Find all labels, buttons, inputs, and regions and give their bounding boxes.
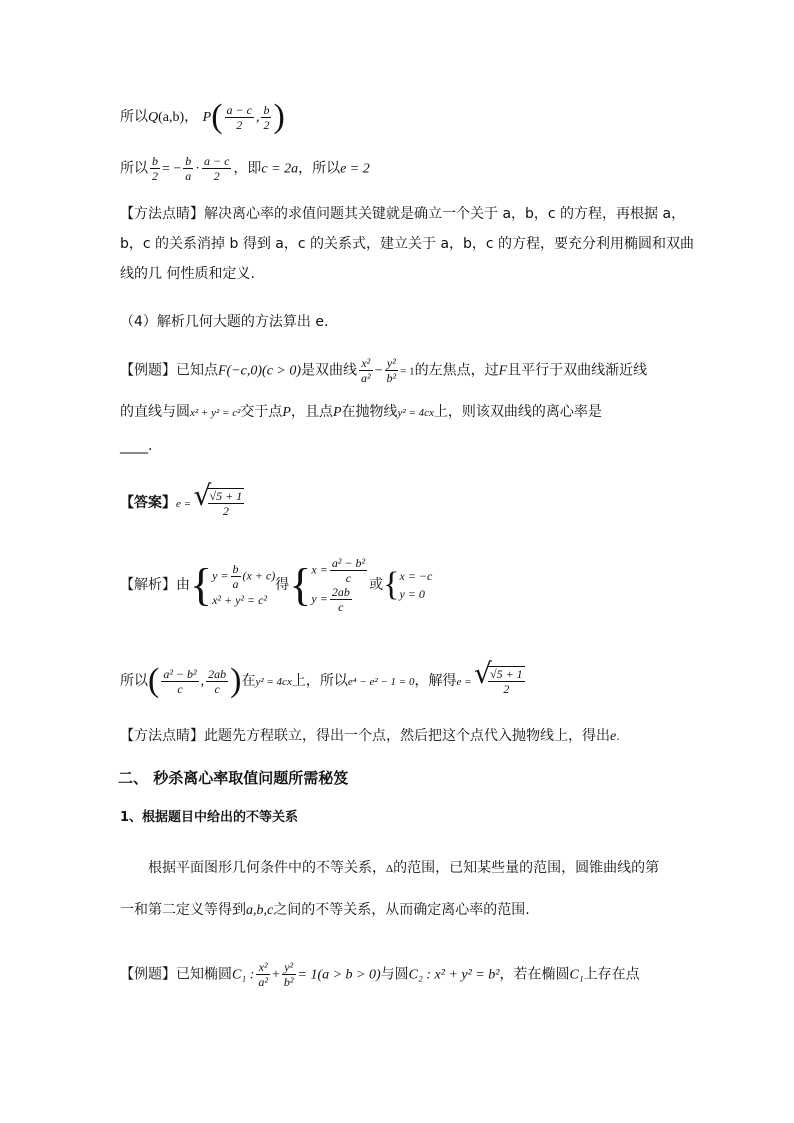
text: ，即 bbox=[233, 160, 262, 177]
section-4-heading: （4）解析几何大题的方法算出 e. bbox=[120, 314, 329, 330]
section-2-heading: 二、 秒杀离心率取值问题所需秘笈 bbox=[118, 769, 349, 787]
subsection-1-heading: 1、根据题目中给出的不等关系 bbox=[120, 810, 299, 825]
equation-system-3: x = −c y = 0 bbox=[399, 569, 433, 601]
answer-blank: ____. bbox=[120, 438, 153, 454]
fraction: $\frac{a - c}{2}$ bbox=[226, 102, 252, 132]
math: = − bbox=[162, 161, 182, 177]
paragraph-line-1: 根据平面图形几何条件中的不等关系，Δ的范围，已知某些量的范围，圆锥曲线的第 bbox=[148, 860, 660, 876]
math: e = 2 bbox=[340, 161, 370, 177]
text: 所以 bbox=[120, 109, 148, 125]
sqrt-expression: √ $\frac{√5 + 1}{2}$ bbox=[476, 666, 527, 696]
example-line-2: 的直线与圆x² + y² = c²交于点P，且点P在抛物线y² = 4cx上，则该双曲线的离心率是 bbox=[120, 404, 602, 420]
math-q: Q bbox=[148, 110, 159, 125]
fraction: $\frac{\text{x²}}{\text{a²}}$ bbox=[361, 356, 371, 385]
method-tip-2: 【方法点睛】此题先方程联立，得出一个点，然后把这个点代入抛物线上，得出e. bbox=[120, 728, 620, 744]
result-line: 所以( $\frac{\text{a² − b²}}{c}$ , $\frac{2ab}{c}$ )在y² = 4cx上，所以e⁴ − e² − 1 = 0，解得e = √ $\frac{√5 + 1}{2}$ bbox=[120, 664, 527, 698]
text: ，所以 bbox=[298, 160, 341, 177]
equation-system-1: y = $\frac{b}{a}$ (x + c) x² + y² = c² bbox=[212, 561, 276, 607]
sqrt-expression: √ $\frac{√5 + 1}{2}$ bbox=[196, 488, 247, 518]
math-p: P bbox=[202, 110, 212, 125]
method-tip-1-line-a: 【方法点睛】解决离心率的求值问题其关键就是确立一个关于 a，b，c 的方程，再根据 a， bbox=[120, 206, 686, 222]
text: ， bbox=[184, 109, 199, 125]
fraction: $\frac{a - c}{2}$ bbox=[203, 154, 230, 183]
example-line-1: 【例题】已知点F(−c,0)(c > 0)是双曲线 $\frac{\text{x²}}{\text{a²}}$ − $\frac{\text{y²}}{\text{b²}}$ = 1的左焦点，过F且平行于双曲线渐近线 bbox=[120, 356, 648, 385]
fraction: $\frac{b}{2}$ bbox=[152, 154, 158, 183]
math-q-args: (a,b) bbox=[158, 110, 185, 125]
equation-system-2: x = $\frac{\text{a² − b²}}{c}$ y = $\frac{2ab}{c}$ bbox=[311, 556, 366, 614]
example-ellipse-line: 【例题】已知椭圆C₁ : $\frac{\text{x²}}{\text{a²}}$ + $\frac{\text{y²}}{\text{b²}}$ = 1(a > b > 0)与圆C₂ : x² + y² = b²，若在椭圆C₁上存在点 bbox=[120, 960, 640, 989]
text: 所以 bbox=[120, 160, 148, 177]
answer-label: 【答案】 bbox=[120, 495, 176, 511]
solution-line: 【解析】由{ y = $\frac{b}{a}$ (x + c) x² + y² = c² 得{ x = $\frac{\text{a² − b²}}{c}$ y = $\frac{2ab}{c}$ 或{ x = −c y = 0 bbox=[120, 556, 433, 614]
fraction: $\frac{\text{y²}}{\text{b²}}$ bbox=[386, 356, 397, 385]
eq-line-c-2a: 所以 $\frac{b}{2}$ = − $\frac{b}{a}$ · $\frac{a - c}{2}$ ，即c = 2a，所以e = 2 bbox=[120, 154, 370, 183]
answer-line: 【答案】e = √ $\frac{√5 + 1}{2}$ bbox=[120, 488, 246, 518]
method-tip-1-line-b: b，c 的关系消掉 b 得到 a，c 的关系式，建立关于 a，b，c 的方程，要充分利用椭圆和双曲 bbox=[120, 236, 695, 252]
paragraph-line-2: 一和第二定义等得到a,b,c之间的不等关系，从而确定离心率的范围. bbox=[120, 902, 530, 918]
method-tip-1-line-c: 线的几 何性质和定义. bbox=[120, 266, 255, 282]
fraction: $\frac{b}{2}$ bbox=[263, 102, 270, 132]
math: c = 2a bbox=[261, 161, 299, 177]
eq-line-q-p: 所以Q(a,b)， P( $\frac{a - c}{2}$ , $\frac{b}{2}$ ) bbox=[120, 98, 285, 135]
fraction: $\frac{b}{a}$ bbox=[185, 154, 192, 183]
